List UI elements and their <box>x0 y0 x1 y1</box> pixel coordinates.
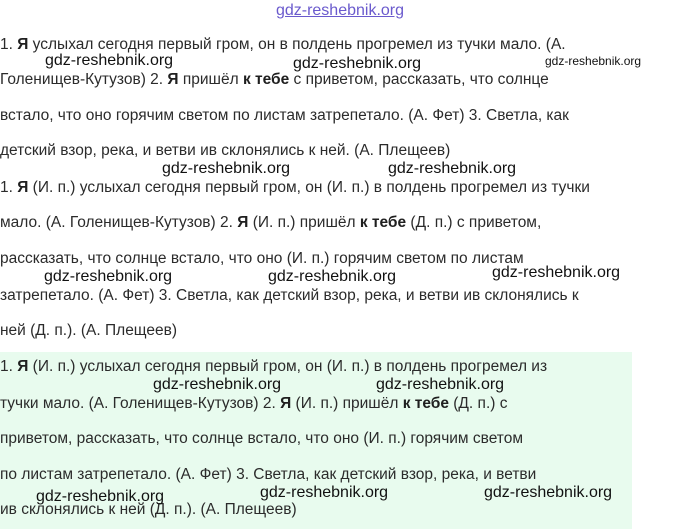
text-line: тучки мало. (А. Голенищев-Кутузов) 2. Я (И. п.) пришёл к тебе (Д. п.) с <box>0 395 508 412</box>
text-line: мало. (А. Голенищев-Кутузов) 2. Я (И. п.) пришёл к тебе (Д. п.) с приветом, <box>0 214 542 231</box>
text-line: встало, что оно горячим светом по листам затрепетало. (А. Фет) 3. Светла, как <box>0 107 569 124</box>
emphasized-word: Я <box>17 179 29 196</box>
watermark: gdz-reshebnik.org <box>44 268 173 285</box>
emphasized-word: к тебе <box>402 395 449 412</box>
watermark: gdz-reshebnik.org <box>268 268 397 285</box>
text-line: Голенищев-Кутузов) 2. Я пришёл к тебе с приветом, рассказать, что солнце <box>0 71 549 88</box>
text-line: ней (Д. п.). (А. Плещеев) <box>0 322 178 339</box>
emphasized-word: Я <box>280 395 292 412</box>
watermark: gdz-reshebnik.org <box>45 52 174 69</box>
emphasized-word: Я <box>167 71 179 88</box>
text-line: рассказать, что солнце встало, что оно (И. п.) горячим светом по листам <box>0 250 524 267</box>
emphasized-word: Я <box>17 358 29 375</box>
watermark: gdz-reshebnik.org <box>153 376 282 393</box>
watermark: gdz-reshebnik.org <box>162 160 291 177</box>
text-line: затрепетало. (А. Фет) 3. Светла, как детский взор, река, и ветви ив склонялись к <box>0 287 579 304</box>
emphasized-word: Я <box>237 214 249 231</box>
emphasized-word: к тебе <box>242 71 290 88</box>
emphasized-word: к тебе <box>359 214 407 231</box>
watermark: gdz-reshebnik.org <box>260 484 389 501</box>
watermark: gdz-reshebnik.org <box>376 376 505 393</box>
watermark: gdz-reshebnik.org <box>484 484 613 501</box>
watermark: gdz-reshebnik.org <box>293 55 422 72</box>
watermark: gdz-reshebnik.org <box>388 160 517 177</box>
text-line: ив склонялись к ней (Д. п.). (А. Плещеев) <box>0 501 297 518</box>
text-line: приветом, рассказать, что солнце встало, что оно (И. п.) горячим светом <box>0 430 524 447</box>
watermark: gdz-reshebnik.org <box>492 264 621 281</box>
text-line: 1. Я услыхал сегодня первый гром, он в полдень прогремел из тучки мало. (А. <box>0 36 566 53</box>
watermark: gdz-reshebnik.org <box>545 54 642 68</box>
text-line: детский взор, река, и ветви ив склонялись к ней. (А. Плещеев) <box>0 142 451 159</box>
emphasized-word: Я <box>17 36 29 53</box>
site-header[interactable]: gdz-reshebnik.org <box>275 2 405 19</box>
watermark: gdz-reshebnik.org <box>36 488 165 505</box>
text-line: 1. Я (И. п.) услыхал сегодня первый гром, он (И. п.) в полдень прогремел из <box>0 358 548 375</box>
text-line: по листам затрепетало. (А. Фет) 3. Светла, как детский взор, река, и ветви <box>0 466 537 483</box>
text-line: 1. Я (И. п.) услыхал сегодня первый гром, он (И. п.) в полдень прогремел из тучки <box>0 179 590 196</box>
